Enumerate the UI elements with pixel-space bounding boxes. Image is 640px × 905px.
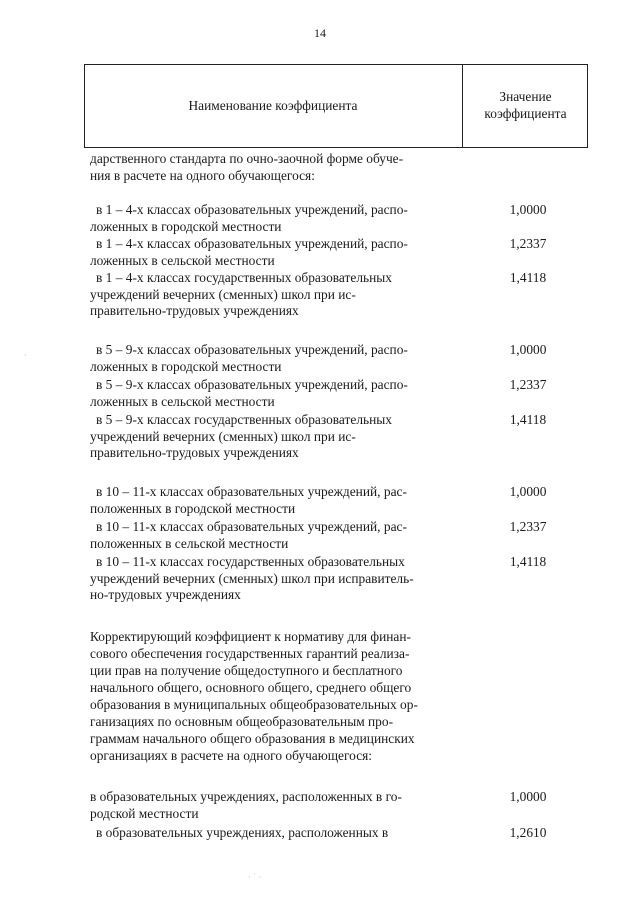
header-value-line2: коэффициента xyxy=(484,106,567,121)
row-2-name: в 1 – 4-х классах образовательных учреждений, распо- ложенных в сельской местности xyxy=(90,236,408,268)
row-7-value: 1,0000 xyxy=(509,484,547,499)
header-value-line1: Значение xyxy=(499,89,552,104)
row-1-value: 1,0000 xyxy=(509,202,547,217)
scan-mark: · xyxy=(24,350,27,360)
row-7-name: в 10 – 11-х классах образовательных учреждений, рас- положенных в городской местности xyxy=(90,484,407,516)
scan-mark: · ˙ · xyxy=(248,872,262,882)
row-5-name: в 5 – 9-х классах образовательных учреждений, распо- ложенных в сельской местности xyxy=(90,377,408,409)
row-10-value: 1,0000 xyxy=(509,789,547,804)
row-4-name: в 5 – 9-х классах образовательных учреждений, распо- ложенных в городской местности xyxy=(90,342,408,374)
intro-text: дарственного стандарта по очно-заочной форме обуче- ния в расчете на одного обучающегося: xyxy=(90,151,404,183)
header-coefficient-name: Наименование коэффициента xyxy=(188,98,358,113)
row-3-name: в 1 – 4-х классах государственных образовательных учреждений вечерних (сменных) школ при ис- правительно-трудовых учреждениях xyxy=(90,270,392,318)
row-5-value: 1,2337 xyxy=(509,377,547,392)
header-coefficient-value xyxy=(463,88,588,122)
row-9-value: 1,4118 xyxy=(509,554,547,569)
row-6-name: в 5 – 9-х классах государственных образовательных учреждений вечерних (сменных) школ при ис- правительно-трудовых учреждениях xyxy=(90,412,392,460)
row-11-value: 1,2610 xyxy=(509,825,547,840)
page-number: 14 xyxy=(314,26,326,40)
row-9-name: в 10 – 11-х классах государственных образовательных учреждений вечерних (сменных) школ при исправитель- но-трудовых учреждениях xyxy=(90,554,414,602)
row-3-value: 1,4118 xyxy=(509,270,547,285)
row-6-value: 1,4118 xyxy=(509,412,547,427)
corrective-coefficient-paragraph: Корректирующий коэффициент к нормативу для финан- сового обеспечения государственных гарантий реализа- ции прав на получение общедоступного и бесплатного начального общего, основного общего, среднего общего образования в муниципальных общеобразовательных ор- ганизациях по основным общеобразовательным про- граммам начального общего образования в медицинских организациях в расчете на одного обучающегося: xyxy=(90,629,418,763)
row-1-name: в 1 – 4-х классах образовательных учреждений, распо- ложенных в городской местности xyxy=(90,202,408,234)
row-2-value: 1,2337 xyxy=(509,236,547,251)
row-8-value: 1,2337 xyxy=(509,519,547,534)
row-10-name: в образовательных учреждениях, расположенных в го- родской местности xyxy=(90,789,402,821)
row-11-name: в образовательных учреждениях, расположенных в xyxy=(96,825,389,840)
row-8-name: в 10 – 11-х классах образовательных учреждений, рас- положенных в сельской местности xyxy=(90,519,407,551)
row-4-value: 1,0000 xyxy=(509,342,547,357)
